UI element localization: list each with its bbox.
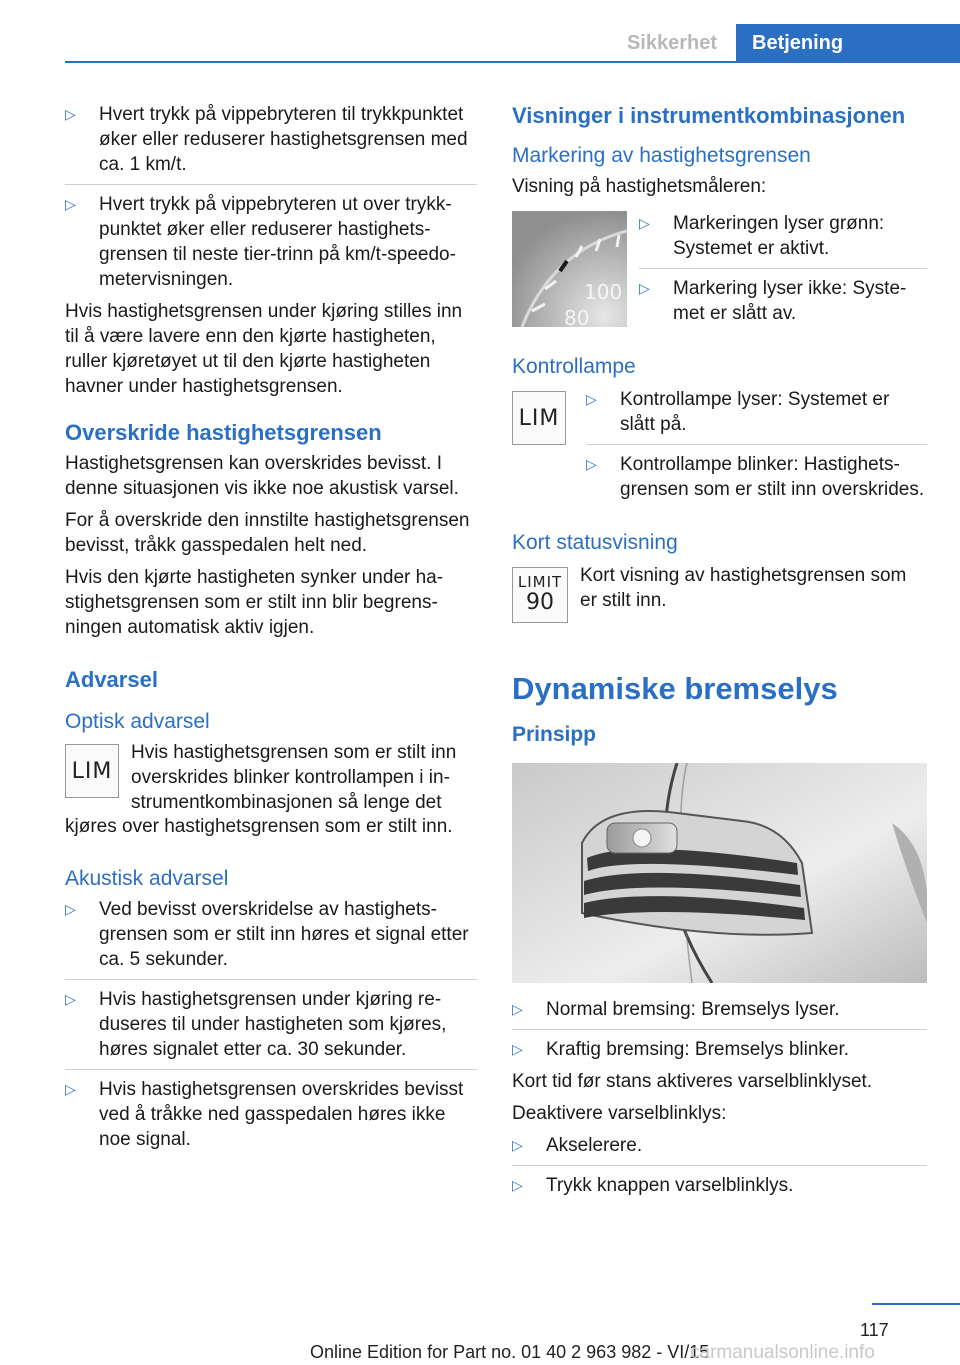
list-item: ▷ Hvert trykk på vippebryteren ut over trykkpunktet øker eller reduserer hastighetsgrensen til neste tier-trinn på km/t-speedometervisningen. [65,194,456,290]
heading-kort-statusvisning: Kort statusvisning [512,531,678,554]
triangle-bullet-icon: ▷ [512,1041,523,1057]
heading-overskride: Overskride hastighetsgrensen [65,420,382,445]
triangle-bullet-icon: ▷ [65,1081,76,1097]
divider [586,444,927,445]
heading-kontrollampe: Kontrollampe [512,355,636,378]
limit-90-icon: LIMIT 90 [512,567,568,623]
paragraph: Kort tid før stans aktiveres varselblinklyset. [512,1071,873,1092]
list-item: ▷ Hvert trykk på vippebryteren til trykkpunktet øker eller reduserer hastighetsgrensen med ca. 1 km/t. [65,104,468,175]
triangle-bullet-icon: ▷ [65,901,76,917]
paragraph: Hvis hastighetsgrensen under kjøring stilles inn til å være lavere enn den kjørte hastigheten, ruller kjøretøyet ut til den kjørte hastigheten havner under hastighetsgrensen. [65,301,463,397]
kort-row [512,563,927,623]
lim-indicator-icon: LIM [512,391,566,445]
list-item: ▷ Normal bremsing: Bremselys lyser. [512,999,840,1020]
markering-row [512,211,927,333]
optisk-row [65,740,477,815]
triangle-bullet-icon: ▷ [586,456,597,472]
triangle-bullet-icon: ▷ [65,106,76,122]
paragraph: Hvis den kjørte hastigheten synker under hastighetsgrensen som er stilt inn blir begrensningen automatisk aktiv igjen. [65,567,444,638]
divider [65,1069,477,1070]
optisk-text: Hvis hastighetsgrensen som er stilt inn overskrides blinker kontrollampen i instrumentkombinasjonen så lenge det [131,742,457,813]
brake-light-illustration [512,763,927,983]
right-column [512,102,927,1205]
section-tab-sikkerhet[interactable]: Sikkerhet [626,32,718,54]
list-item: ▷ Kraftig bremsing: Bremselys blinker. [512,1039,850,1060]
list-item: ▷ Trykk knappen varselblinklys. [512,1175,794,1196]
paragraph: Deaktivere varselblinklys: [512,1103,727,1124]
speedometer-gauge-image [512,211,627,327]
heading-markering: Markering av hastighetsgrensen [512,144,811,167]
divider [512,1165,927,1166]
paragraph: kjøres over hastighetsgrensen som er stilt inn. [65,816,453,837]
list-item: ▷ Kontrollampe lyser: Systemet er slått på. [586,389,890,435]
page-header [0,0,960,62]
kort-text: Kort visning av hastighetsgrensen som er stilt inn. [580,565,907,611]
list-item: ▷ Hvis hastighetsgrensen overskrides bevisst ved å tråkke ned gasspedalen høres ikke noe signal. [65,1079,464,1150]
triangle-bullet-icon: ▷ [512,1001,523,1017]
triangle-bullet-icon: ▷ [639,215,650,231]
list-item: ▷ Markeringen lyser grønn: Systemet er aktivt. [639,213,885,259]
triangle-bullet-icon: ▷ [65,196,76,212]
triangle-bullet-icon: ▷ [586,391,597,407]
divider [639,268,927,269]
header-rule [65,61,960,63]
triangle-bullet-icon: ▷ [512,1177,523,1193]
svg-text:80: 80 [564,306,590,327]
divider [512,1029,927,1030]
edition-footer: Online Edition for Part no. 01 40 2 963 982 - VI/15 [310,1342,710,1362]
heading-dynamiske-bremselys: Dynamiske bremselys [512,671,838,706]
watermark: carmanualsonline.info [690,1342,875,1363]
left-column [65,102,477,1159]
list-item: ▷ Kontrollampe blinker: Hastighetsgrensen som er stilt inn overskrides. [586,454,925,500]
list-item: ▷ Hvis hastighetsgrensen under kjøring reduseres til under hastigheten som kjøres, høres signalet etter ca. 30 sekunder. [65,989,447,1060]
footer-rule [872,1303,960,1305]
paragraph: For å overskride den innstilte hastighetsgrensen bevisst, tråkk gasspedalen helt ned. [65,510,470,556]
heading-optisk-advarsel: Optisk advarsel [65,710,210,733]
triangle-bullet-icon: ▷ [639,280,650,296]
heading-prinsipp: Prinsipp [512,723,597,746]
section-tab-betjening[interactable]: Betjening [736,24,960,62]
heading-advarsel: Advarsel [65,667,158,692]
paragraph: Hastighetsgrensen kan overskrides bevisst. I denne situasjonen vis ikke noe akustisk varsel. [65,453,459,499]
page-number: 117 [860,1320,889,1340]
paragraph: Visning på hastighetsmåleren: [512,176,767,197]
lim-indicator-icon: LIM [65,744,119,798]
list-item: ▷ Markering lyser ikke: Systemet er slått av. [639,278,907,324]
triangle-bullet-icon: ▷ [512,1137,523,1153]
divider [65,979,477,980]
divider [65,184,477,185]
list-item: ▷ Ved bevisst overskridelse av hastighetsgrensen som er stilt inn høres et signal etter ca. 5 sekunder. [65,899,469,970]
list-item: ▷ Akselerere. [512,1135,643,1156]
heading-akustisk-advarsel: Akustisk advarsel [65,867,229,890]
triangle-bullet-icon: ▷ [65,991,76,1007]
kontrollampe-row [512,387,927,509]
heading-visninger: Visninger i instrumentkombinasjonen [512,103,906,128]
svg-text:100: 100 [584,280,623,304]
